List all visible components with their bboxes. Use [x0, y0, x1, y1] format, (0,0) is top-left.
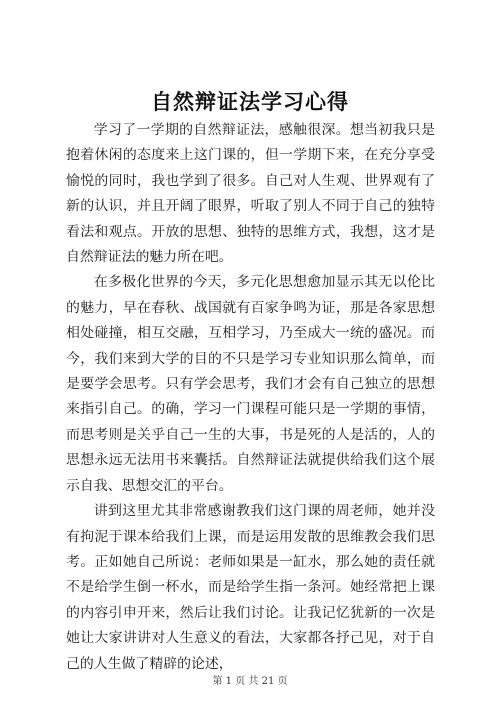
- paragraph-1: 学习了一学期的自然辩证法，感触很深。想当初我只是抱着休闲的态度来上这门课的，但一学期下来，在充分享受愉悦的同时，我也学到了很多。自己对人生观、世界观有了新的认识，并且开阔了眼界，听取了别人不同于自己的独特看法和观点。开放的思想、独特的思维方式，我想，这才是自然辩证法的魅力所在吧。: [66, 122, 435, 266]
- document-body: [66, 118, 435, 677]
- paragraph-2: 在多极化世界的今天，多元化思想愈加显示其无以伦比的魅力，早在春秋、战国就有百家争鸣为证，那是各家思想相处碰撞，相互交融，互相学习，乃至成大一统的盛况。而今，我们来到大学的目的不只是学习专业知识那么简单，而是要学会思考。只有学会思考，我们才会有自己独立的思想来指引自己。的确，学习一门课程可能只是一学期的事情，而思考则是关乎自己一生的大事，书是死的人是活的，人的思想永远无法用书来囊括。自然辩证法就提供给我们这个展示自我、思想交汇的平台。: [66, 274, 435, 494]
- page-footer: 第 1 页 共 21 页: [212, 676, 288, 687]
- document-title: 自然辩证法学习心得: [151, 89, 349, 114]
- paragraph-3: 讲到这里尤其非常感谢教我们这门课的周老师，她并没有拘泥于课本给我们上课，而是运用发散的思维教会我们思考。正如她自己所说：老师如果是一缸水，那么她的责任就不是给学生倒一杯水，而是给学生指一条河。她经常把上课的内容引申开来，然后让我们讨论。让我记忆犹新的一次是她让大家讲讲对人生意义的看法，大家都各抒己见，对于自己的人生做了精辟的论述，: [66, 503, 435, 672]
